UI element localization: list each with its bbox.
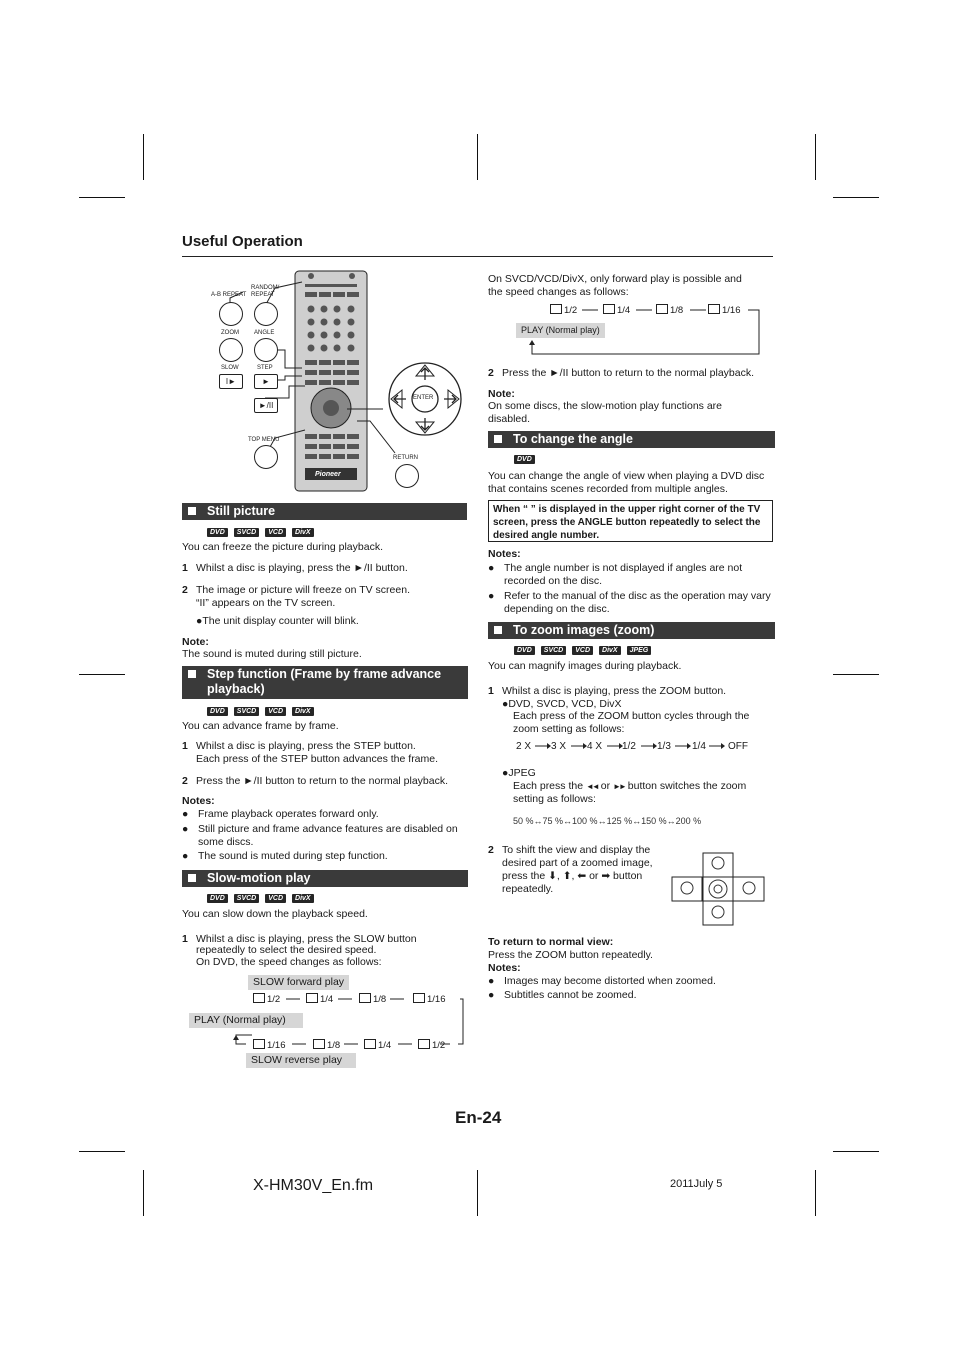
zoom-step-2: 2 To shift the view and display the desired part of a zoomed image, press the ⬇, ⬆, ⬅ or ➡ button repeatedly. [488,844,653,895]
random-repeat-button[interactable] [254,302,278,326]
step-step-1b: Each press of the STEP button advances the frame. [196,753,439,765]
crop-mark [833,1151,879,1152]
frame-forward-icon [359,993,371,1003]
zoom-button[interactable] [219,338,243,362]
disc-badge: SVCD [541,646,566,655]
slow-rev-step: 1/4 [364,1039,391,1052]
slow-rev-step: 1/2 [418,1039,445,1052]
step-label: STEP [257,365,273,371]
zoom-note-item: ● Subtitles cannot be zoomed. [488,989,637,1001]
crop-mark [815,1170,816,1216]
top-menu-button[interactable] [254,445,278,469]
svcd-step-2: 2 Press the ►/II button to return to the normal playback. [488,367,755,379]
disc-badge: SVCD [234,894,259,903]
slow-step-1: 1 Whilst a disc is playing, press the SLOW button [182,933,417,945]
slow-forward-label: SLOW forward play [248,975,349,990]
disc-badge: VCD [265,894,286,903]
slow-step-1c: On DVD, the speed changes as follows: [196,956,382,968]
enter-label: ENTER [413,395,434,401]
slow-step-1b: repeatedly to select the desired speed. [196,944,377,956]
heading-square-icon [188,874,196,882]
zoom-level: 1/2 [622,741,636,752]
angle-note-item: ● Refer to the manual of the disc as the operation may vary depending on the disc. [488,590,771,615]
remote-illustration [205,268,475,496]
page-number: En-24 [455,1108,502,1127]
disc-badge: DVD [514,646,535,655]
slow-fwd-step: 1/8 [359,993,386,1006]
zoom-level: 2 X [516,741,532,752]
svcd-step: 1/2 [550,304,577,317]
crop-mark [79,197,125,198]
zoom-jpeg-label: ●JPEG [502,767,536,779]
frame-forward-icon [413,993,425,1003]
svcd-note: On some discs, the slow-motion play functions are disabled. [488,400,723,425]
disc-badge: DivX [292,707,314,716]
return-label: RETURN [393,455,418,461]
slow-motion-heading: Slow-motion play [182,870,468,887]
heading-square-icon [188,507,196,515]
step-step-1: 1 Whilst a disc is playing, press the STEP button. [182,740,416,752]
angle-heading: To change the angle [488,431,775,448]
slow-intro: You can slow down the playback speed. [182,908,368,920]
frame-reverse-icon [313,1039,325,1049]
angle-note-item: ● The angle number is not displayed if angles are not recorded on the disc. [488,562,743,587]
zoom-intro: You can magnify images during playback. [488,660,682,672]
frame-forward-icon [603,304,615,314]
step-badges [207,707,314,716]
random-repeat-label: RANDOM/ REPEAT [251,285,280,298]
zoom-level: 3 X [551,741,567,752]
still-step-2c: ●The unit display counter will blink. [196,615,359,627]
frame-reverse-icon [364,1039,376,1049]
ab-repeat-button[interactable] [219,302,243,326]
svcd-note-label: Note: [488,388,515,400]
svcd-step: 1/16 [708,304,741,317]
return-button[interactable] [395,464,419,488]
frame-forward-icon [550,304,562,314]
frame-reverse-icon [253,1039,265,1049]
section-title: Useful Operation [182,233,303,250]
slow-fwd-step: 1/4 [306,993,333,1006]
heading-square-icon [494,435,502,443]
still-badges [207,528,314,537]
crop-mark [477,1170,478,1216]
step-note-item: ● Still picture and frame advance features are disabled on some discs. [182,823,458,848]
step-function-heading: Step function (Frame by frame advance playback) [182,666,468,699]
step-note-item: ● Frame playback operates forward only. [182,808,379,820]
still-step-2: 2 The image or picture will freeze on TV screen. [182,584,410,596]
zoom-return-text: Press the ZOOM button repeatedly. [488,949,653,961]
frame-forward-icon [656,304,668,314]
slow-fwd-step: 1/2 [253,993,280,1006]
disc-badge: VCD [265,707,286,716]
frame-reverse-icon [418,1039,430,1049]
svcd-intro-a: On SVCD/VCD/DivX, only forward play is possible and [488,273,742,285]
rewind-icon: ◄◄ [585,782,598,791]
angle-button[interactable] [254,338,278,362]
still-note: The sound is muted during still picture. [182,648,362,660]
slow-rev-step: 1/16 [253,1039,286,1052]
slow-rev-step: 1/8 [313,1039,340,1052]
crop-mark [143,1170,144,1216]
crop-mark [79,1151,125,1152]
zoom-pan-diagram [671,852,766,926]
heading-square-icon [494,626,502,634]
zoom-heading: To zoom images (zoom) [488,622,775,639]
brand-logo: Pioneer [315,471,341,478]
step-button[interactable]: ► [254,374,278,389]
svcd-intro-b: the speed changes as follows: [488,286,629,298]
zoom-dvd-desc: Each press of the ZOOM button cycles through the zoom setting as follows: [513,710,750,735]
fast-forward-icon: ►► [613,782,625,791]
crop-mark [79,674,125,675]
angle-label: ANGLE [254,330,275,336]
crop-mark [833,674,879,675]
zoom-dvd-label: ●DVD, SVCD, VCD, DivX [502,698,622,710]
heading-square-icon [188,670,196,678]
slow-fwd-step: 1/16 [413,993,446,1006]
svcd-normal-label: PLAY (Normal play) [516,323,605,338]
zoom-jpeg-chain: 50 %↔75 %↔100 %↔125 %↔150 %↔200 % [513,816,702,826]
play-pause-button[interactable]: ►/II [254,398,278,413]
disc-badge: DVD [207,894,228,903]
slow-button[interactable]: I► [219,374,243,389]
still-intro: You can freeze the picture during playback. [182,541,383,553]
disc-badge: JPEG [627,646,652,655]
disc-badge: DVD [514,455,535,464]
svcd-step: 1/8 [656,304,683,317]
disc-badge: SVCD [234,707,259,716]
disc-badge: DVD [207,707,228,716]
still-step-1: 1 Whilst a disc is playing, press the ►/II button. [182,562,408,574]
remote-lines [205,268,475,496]
disc-badge: DivX [292,528,314,537]
disc-badge: DivX [292,894,314,903]
step-step-2: 2 Press the ►/II button to return to the normal playback. [182,775,449,787]
angle-notes-label: Notes: [488,548,521,560]
disc-badge: DVD [207,528,228,537]
crop-mark [477,134,478,180]
zoom-step-1: 1 Whilst a disc is playing, press the ZOOM button. [488,685,727,697]
svcd-step: 1/4 [603,304,630,317]
still-note-label: Note: [182,636,209,648]
zoom-return-label: To return to normal view: [488,936,614,948]
disc-badge: SVCD [234,528,259,537]
step-note-item: ● The sound is muted during step function. [182,850,388,862]
still-picture-heading: Still picture [182,503,467,520]
crop-mark [143,134,144,180]
zoom-level: OFF [728,741,748,752]
top-menu-label: TOP MENU [248,437,280,443]
still-step-2b: “II” appears on the TV screen. [196,597,336,609]
disc-badge: VCD [265,528,286,537]
frame-forward-icon [708,304,720,314]
zoom-notes-label: Notes: [488,962,521,974]
disc-badge: DivX [599,646,621,655]
frame-forward-icon [306,993,318,1003]
footer-file: X-HM30V_En.fm [253,1177,374,1194]
angle-intro: You can change the angle of view when playing a DVD disc that contains scenes recorded from multiple angles. [488,470,765,495]
step-notes-label: Notes: [182,795,215,807]
angle-badges [514,455,535,464]
frame-forward-icon [253,993,265,1003]
crop-mark [833,197,879,198]
slow-reverse-label: SLOW reverse play [246,1053,356,1068]
disc-badge: VCD [572,646,593,655]
slow-badges [207,894,314,903]
ab-repeat-label: A-B REPEAT [211,292,247,298]
zoom-level: 1/4 [692,741,706,752]
slow-label: SLOW [221,365,239,371]
zoom-note-item: ● Images may become distorted when zoomed. [488,975,716,987]
zoom-level: 1/3 [657,741,671,752]
slow-normal-label: PLAY (Normal play) [189,1013,303,1028]
step-intro: You can advance frame by frame. [182,720,339,732]
header-rule [182,256,773,257]
zoom-badges [514,646,651,655]
zoom-label: ZOOM [221,330,239,336]
zoom-level: 4 X [587,741,603,752]
crop-mark [815,134,816,180]
footer-date: 2011July 5 [670,1178,723,1190]
angle-instruction: When “ ” is displayed in the upper right corner of the TV screen, press the ANGLE button repeatedly to select the desired angle number. [493,504,761,541]
zoom-jpeg-desc: Each press the ◄◄ or ►► button switches the zoom setting as follows: [513,780,747,805]
angle-instruction-box [488,500,773,542]
